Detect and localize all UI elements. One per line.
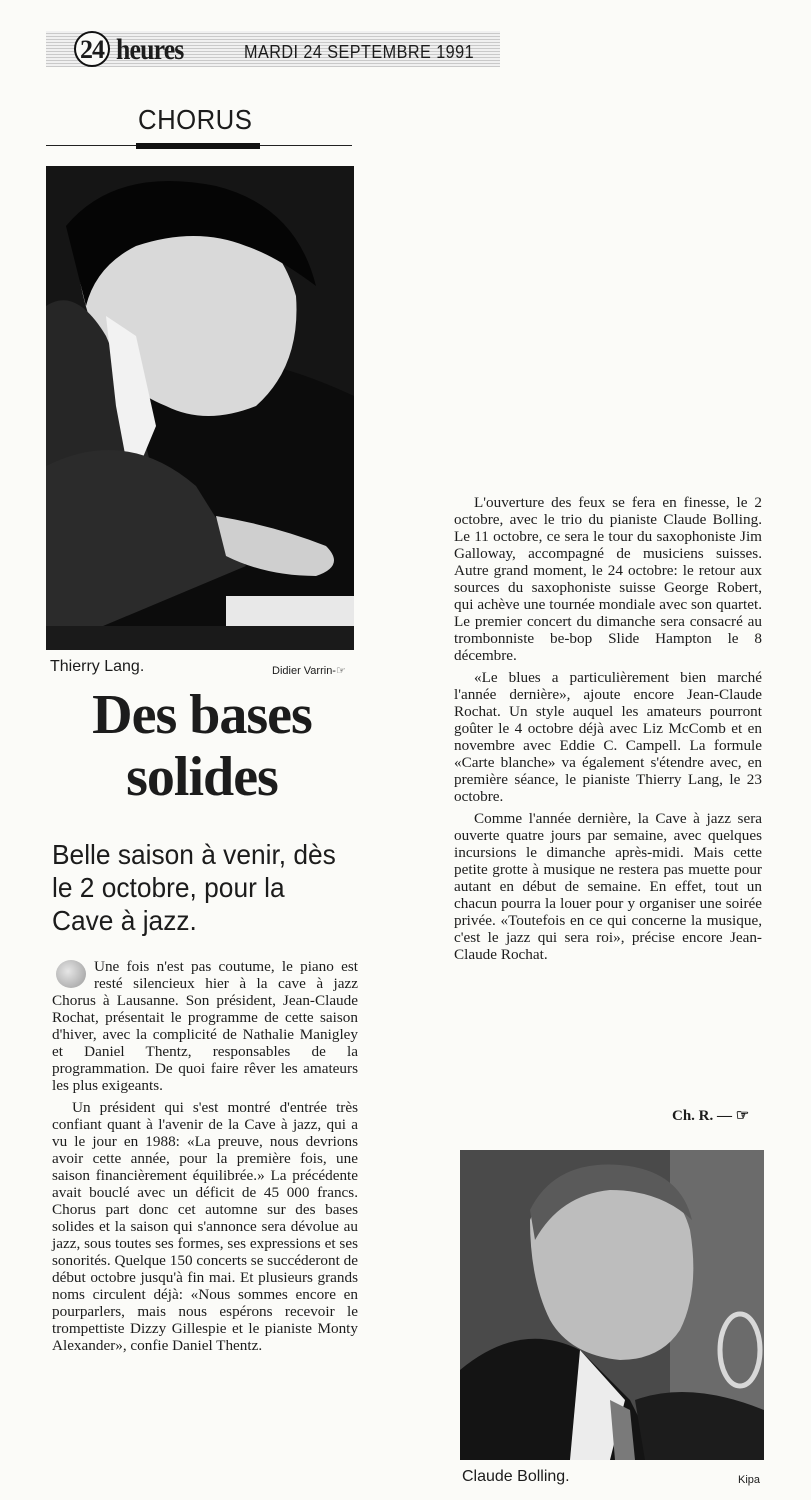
author-signature: Ch. R. — ☞ <box>672 1108 750 1124</box>
paragraph-bullet-icon <box>56 960 86 988</box>
masthead-date: MARDI 24 SEPTEMBRE 1991 <box>244 42 475 62</box>
right-paragraph-1: L'ouverture des feux se fera en finesse, le 2 octobre, avec le trio du pianiste Claude Bolling. Le 11 octobre, ce sera le tour du saxophoniste Jim Galloway, accompagné de musiciens suisses. Autre grand moment, le 24 octobre: le retour aux sources du saxophoniste suisse George Robert, qui achève une tournée mondiale avec son quartet. Le premier concert du dimanche sera consacré au trombonniste be-bop Slide Hampton le 8 décembre. <box>454 494 762 664</box>
section-underline <box>136 143 260 149</box>
photo-thierry-lang <box>46 166 354 650</box>
right-paragraph-2: «Le blues a particulièrement bien marché l'année dernière», ajoute encore Jean-Claude Rochat. Un style auquel les amateurs pourront goûter le 4 octobre déjà avec Liz McComb et en novembre avec Eddie C. Campell. La formule «Carte blanche» va également s'étendre avec, en première séance, le pianiste Thierry Lang, le 23 octobre. <box>454 669 762 805</box>
photo-caption-bolling: Claude Bolling. <box>462 1468 570 1485</box>
right-paragraph-3: Comme l'année dernière, la Cave à jazz sera ouverte quatre jours par semaine, avec quelques incursions le dimanche après-midi. Mais cette petite grotte à musique ne restera pas muette pour autant en début de semaine. En effet, tout un chacun pourra la louer pour y organiser une soirée privée. «Toutefois en ce qui concerne la musique, c'est le jazz qui sera roi», précise encore Jean-Claude Rochat. <box>454 810 762 963</box>
photo-claude-bolling <box>460 1150 764 1460</box>
headline: Des bases solides <box>92 684 312 808</box>
photo-credit-lang: Didier Varrin-☞ <box>272 665 346 677</box>
subhead: Belle saison à venir, dès le 2 octobre, pour la Cave à jazz. <box>52 839 336 936</box>
photo-credit-bolling: Kipa <box>738 1474 761 1486</box>
left-column <box>52 958 358 1359</box>
photo-caption-lang: Thierry Lang. <box>50 658 145 675</box>
masthead <box>46 31 500 67</box>
left-paragraph-2: Un président qui s'est montré d'entrée très confiant quant à l'avenir de la Cave à jazz, qui a vu le jour en 1988: «La preuve, nous devrions avoir cette année, pour la première fois, une saison financièrement équilibrée.» La précédente avait bouclé avec un déficit de 45 000 francs. Chorus part donc cet automne sur des bases solides et la saison qui s'annonce sera dévolue au jazz, sous toutes ses formes, ses expressions et ses sonorités. Quelque 150 concerts se succéderont de début octobre jusqu'à fin mai. Et plusieurs grands noms circulent déjà: «Nous sommes encore en pourparlers, mais nous espérons recevoir le trompettiste Dizzy Gillespie et le pianiste Monty Alexander», confie Daniel Thentz. <box>52 1099 358 1354</box>
left-paragraph-1: Une fois n'est pas coutume, le piano est resté silencieux hier à la cave à jazz Chorus à Lausanne. Son président, Jean-Claude Rochat, présentait le programme de cette saison d'hiver, avec la complicité de Nathalie Manigley et Daniel Thentz, responsables de la programmation. De quoi faire rêver les amateurs les plus exigeants. <box>52 958 358 1094</box>
masthead-number: 24 <box>74 31 110 67</box>
masthead-brand: heures <box>116 33 184 66</box>
right-column <box>454 494 762 968</box>
section-title: CHORUS <box>138 104 253 135</box>
